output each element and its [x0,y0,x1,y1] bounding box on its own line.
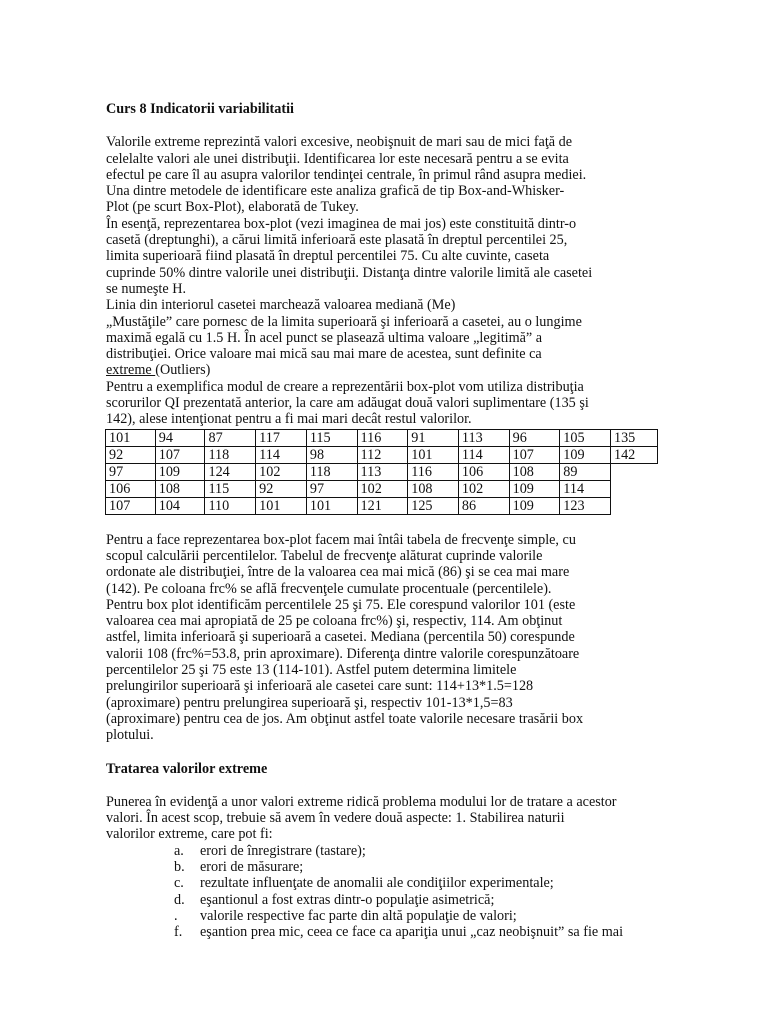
table-cell: 113 [357,463,408,480]
text-line: Linia din interiorul casetei marchează valoarea mediană (Me) [106,297,456,314]
table-body [106,429,658,514]
table-cell: 123 [560,497,611,514]
list-item-text: eşantionul a fost extras dintr-o populaţie asimetrică; [200,891,495,908]
text-line: Valorile extreme reprezintă valori excesive, neobişnuit de mari sau de mici faţă de [106,134,573,151]
table-cell: 115 [306,429,357,446]
text-line: limita superioară fiind plasată în dreptul percentilei 75. Cu alte cuvinte, caseta [106,248,550,265]
table-cell: 125 [408,497,459,514]
list-item [106,908,658,924]
table-cell: 86 [458,497,509,514]
table-cell: 94 [155,429,205,446]
table-cell: 91 [408,429,459,446]
list-item [106,875,658,891]
table-cell: 135 [610,429,657,446]
text-line: se numeşte H. [106,280,186,297]
empty-cell [610,463,657,480]
text-line: (aproximare) pentru cea de jos. Am obţinut astfel toate valorile necesare trasării box [106,710,584,727]
document-page [106,101,658,940]
table-row [106,480,658,497]
table-cell: 101 [408,446,459,463]
list-marker: b. [174,858,185,875]
table-row [106,429,658,446]
text-line: Plot (pe scurt Box-Plot), elaborată de Tukey. [106,199,359,216]
table-cell: 112 [357,446,408,463]
empty-cell [610,480,657,497]
table-cell: 109 [560,446,611,463]
list-item-text: rezultate influenţate de anomalii ale condiţiilor experimentale; [200,875,554,892]
boxplot-paragraph [106,532,658,744]
table-cell: 113 [458,429,509,446]
table-cell: 118 [205,446,256,463]
text-line: (142). Pe coloana frc% se află frecvenţele cumulate procentuale (percentilele). [106,580,552,597]
text-line: Pentru a face reprezentarea box-plot facem mai întâi tabela de frecvenţe simple, cu [106,531,576,548]
table-cell: 116 [357,429,408,446]
spacer [106,744,658,761]
table-cell: 97 [106,463,156,480]
table-cell: 109 [509,480,560,497]
table-cell: 106 [106,480,156,497]
list-marker: f. [174,924,183,941]
table-cell: 108 [155,480,205,497]
list-item-text: erori de măsurare; [200,858,304,875]
iq-scores-table [105,429,658,515]
table-cell: 114 [560,480,611,497]
extremes-paragraph [106,794,658,843]
extreme-term: extreme [106,362,156,379]
page-title: Curs 8 Indicatorii variabilitatii [106,101,294,117]
text-line: (aproximare) pentru prelungirea superioară şi, respectiv 101-13*1,5=83 [106,694,513,711]
table-cell: 116 [408,463,459,480]
text-line: valori. În acest scop, trebuie să avem în vedere două aspecte: 1. Stabilirea naturii [106,810,565,827]
extreme-outliers: (Outliers) [155,362,211,379]
table-cell: 107 [509,446,560,463]
list-marker: a. [174,842,184,859]
causes-list [106,843,658,941]
table-cell: 110 [205,497,256,514]
table-cell: 115 [205,480,256,497]
text-line: Pentru a exemplifica modul de creare a reprezentării box-plot vom utiliza distribuţia [106,378,584,395]
table-cell: 108 [408,480,459,497]
table-cell: 104 [155,497,205,514]
list-item-text: eşantion prea mic, ceea ce face ca apariţia unui „caz neobişnuit” sa fie mai [200,924,624,941]
table-cell: 109 [155,463,205,480]
text-line: valoarea cea mai apropiată de 25 pe coloana frc%) şi, respectiv, 114. Am obţinut [106,613,563,630]
text-line: percentilelor 25 şi 75 este 13 (114-101). Astfel putem determina limitele [106,662,517,679]
table-cell: 114 [458,446,509,463]
table-cell: 107 [155,446,205,463]
section-heading: Tratarea valorilor extreme [106,760,268,777]
list-item [106,892,658,908]
table-cell: 97 [306,480,357,497]
list-item [106,843,658,859]
table-cell: 89 [560,463,611,480]
table-row [106,446,658,463]
text-line: casetă (dreptunghi), a cărui limită inferioară este plasată în dreptul percentilei 25, [106,232,568,249]
table-cell: 108 [509,463,560,480]
table-cell: 101 [306,497,357,514]
text-line: plotului. [106,727,154,744]
intro-paragraph [106,134,658,427]
text-line: Una dintre metodele de identificare este analiza grafică de tip Box-and-Whisker- [106,183,565,200]
list-marker: . [174,907,178,924]
table-cell: 105 [560,429,611,446]
list-item-text: erori de înregistrare (tastare); [200,842,366,859]
text-line: maximă egală cu 1.5 H. În acel punct se plasează ultima valoare „legitimă” a [106,329,543,346]
text-line: În esenţă, reprezentarea box-plot (vezi imaginea de mai jos) este constituită dintr-o [106,215,577,232]
text-line: Punerea în evidenţă a unor valori extreme ridică problema modului lor de tratare a acestor [106,793,617,810]
text-line: distribuţiei. Orice valoare mai mică sau mai mare de acestea, sunt definite ca [106,346,542,363]
text-line: efectul pe care îl au asupra valorilor tendinţei centrale, în primul rând asupra mediei. [106,166,587,183]
table-cell: 114 [256,446,307,463]
text-line: 142), alese intenţionat pentru a fi mai mari decât restul valorilor. [106,411,472,428]
text-line: cuprinde 50% dintre valorile unei distribuţii. Distanţa dintre valorile limită ale casetei [106,264,593,281]
table-cell: 121 [357,497,408,514]
table-cell: 102 [256,463,307,480]
spacer [106,777,658,794]
text-line: scorurilor QI prezentată anterior, la care am adăugat două valori suplimentare (135 şi [106,395,589,412]
table-cell: 102 [357,480,408,497]
table-cell: 117 [256,429,307,446]
list-item [106,924,658,940]
table-cell: 109 [509,497,560,514]
text-line: valorilor extreme, care pot fi: [106,826,273,843]
text-line: astfel, limita inferioară şi superioară a casetei. Mediana (percentila 50) corespunde [106,629,575,646]
table-cell: 101 [256,497,307,514]
table-cell: 106 [458,463,509,480]
text-line: valorii 108 (frc%=53.8, prin aproximare). Diferenţa dintre valorile corespunzătoare [106,645,580,662]
text-line: prelungirilor superioară şi inferioară ale casetei care sunt: 114+13*1.5=128 [106,678,534,695]
table-cell: 142 [610,446,657,463]
table-cell: 107 [106,497,156,514]
table-row [106,463,658,480]
list-marker: c. [174,875,184,892]
table-row [106,497,658,514]
list-item-text: valorile respective fac parte din altă populaţie de valori; [200,907,517,924]
text-line: celelalte valori ale unei distribuţii. Identificarea lor este necesară pentru a se evita [106,150,569,167]
text-line: „Mustăţile” care pornesc de la limita superioară şi inferioară a casetei, au o lungime [106,313,582,330]
table-cell: 102 [458,480,509,497]
spacer [106,117,658,134]
table-cell: 92 [106,446,156,463]
list-item [106,859,658,875]
text-line: scopul calculării percentilelor. Tabelul de frecvenţe alăturat cuprinde valorile [106,547,543,564]
table-cell: 118 [306,463,357,480]
text-line: ordonate ale distribuţiei, între de la valoarea cea mai mică (86) şi se cea mai mare [106,564,570,581]
text-line: Pentru box plot identificăm percentilele 25 şi 75. Ele corespund valorilor 101 (este [106,596,576,613]
table-cell: 96 [509,429,560,446]
table-cell: 124 [205,463,256,480]
table-cell: 92 [256,480,307,497]
empty-cell [610,497,657,514]
table-cell: 101 [106,429,156,446]
text-line [106,362,658,378]
table-cell: 87 [205,429,256,446]
table-cell: 98 [306,446,357,463]
list-marker: d. [174,891,185,908]
